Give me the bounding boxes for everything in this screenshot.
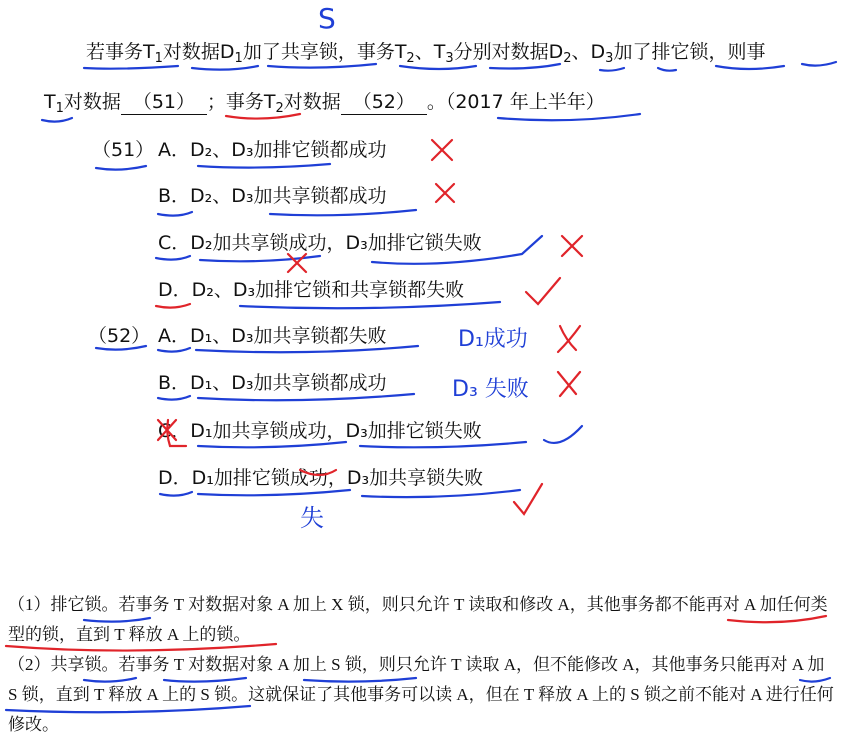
handwritten-note-d3-fail: D₃ 失败	[452, 377, 529, 402]
handwritten-note-fail: 失	[300, 504, 324, 532]
question-stem-line-2: $T_1$对数据 （51） ；事务$T_2$对数据 （52） 。（2017 年上半年）	[44, 91, 605, 116]
q51-option-b: B．D₂、D₃加共享锁都成功	[158, 185, 387, 207]
q52-option-d: D．D₁加排它锁成功，D₃加共享锁失败	[158, 467, 484, 489]
stem-text: 若事务T	[86, 41, 155, 63]
q52-option-b: B．D₁、D₃加共享锁都成功	[158, 372, 387, 394]
q51-option-d: D．D₂、D₃加排它锁和共享锁都失败	[158, 279, 465, 301]
blank-51: （51）	[121, 90, 207, 115]
explanation-paragraph-2: （2）共享锁。若事务 T 对数据对象 A 加上 S 锁，则只允许 T 读取 A，但不能修改 A，其他事务只能再对 A 加 S 锁，直到 T 释放 A 上的 S 锁。这就保证了其他事务可以读 A，但在 T 释放 A 上的 S 锁之前不能对 A 进行任何修改。	[8, 655, 834, 734]
q51-option-a: A．D₂、D₃加排它锁都成功	[158, 139, 387, 161]
handwritten-note-d1-success: D₁成功	[458, 327, 528, 352]
q52-option-c: C．D₁加共享锁成功，D₃加排它锁失败	[158, 420, 482, 442]
q51-label: （51）	[92, 139, 155, 161]
handwritten-s: S	[318, 2, 336, 35]
q52-label: （52）	[88, 325, 151, 347]
question-stem-line-1: 若事务$T_1$对数据$D_1$加了共享锁，事务$T_2$、$T_3$分别对数据$D_2$、$D_3$加了排它锁，则事	[86, 41, 766, 66]
explanation-paragraph-1: （1）排它锁。若事务 T 对数据对象 A 加上 X 锁，则只允许 T 读取和修改 A，其他事务都不能再对 A 加任何类型的锁，直到 T 释放 A 上的锁。	[8, 595, 828, 644]
q52-option-a: A．D₁、D₃加共享锁都失败	[158, 325, 387, 347]
q51-option-c: C．D₂加共享锁成功，D₃加排它锁失败	[158, 232, 482, 254]
blank-52: （52）	[341, 90, 427, 115]
